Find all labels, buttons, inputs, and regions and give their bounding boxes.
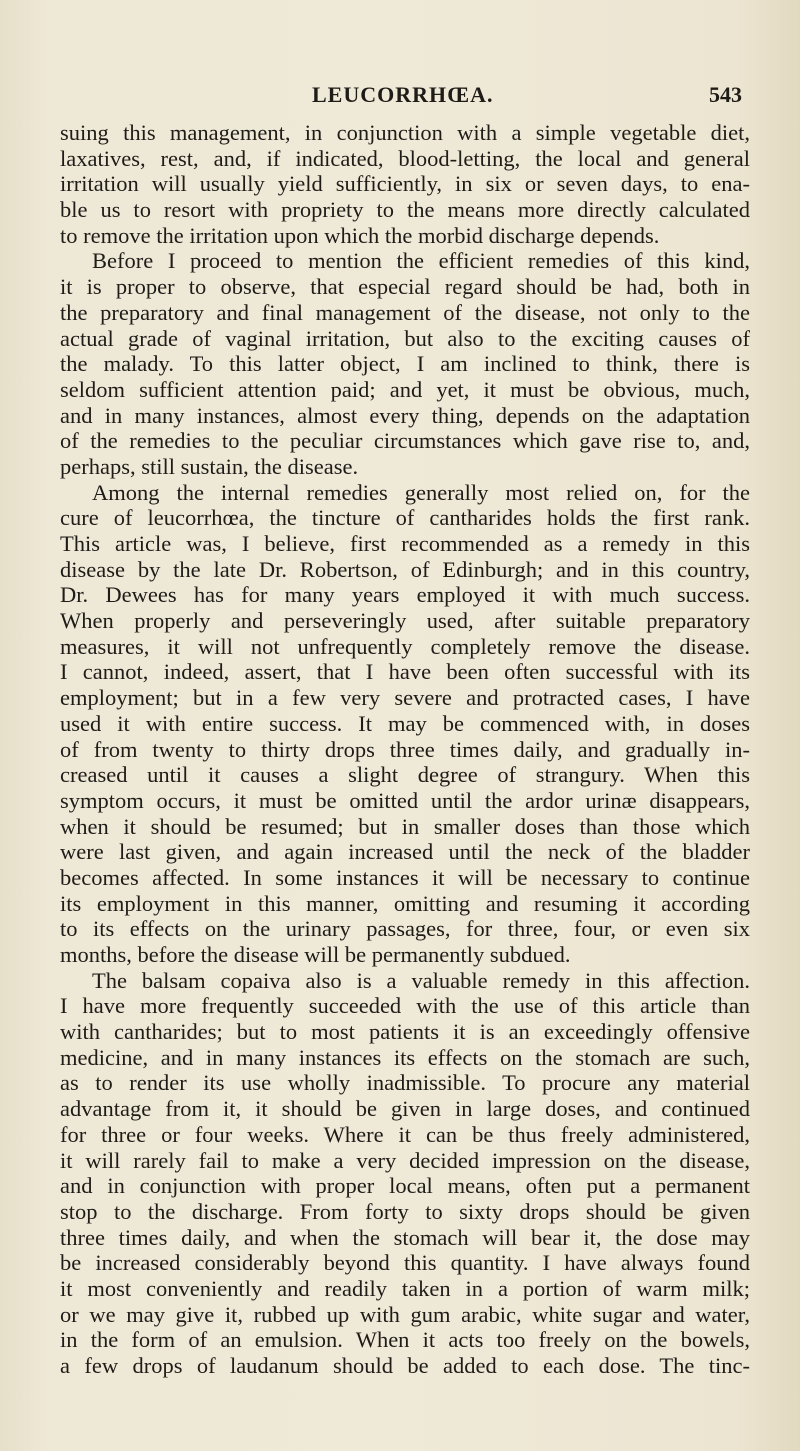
text-line: I cannot, indeed, assert, that I have been often successful with its [60, 659, 750, 685]
text-line: in the form of an emulsion. When it acts too freely on the bowels, [60, 1327, 750, 1353]
text-line: disease by the late Dr. Robertson, of Edinburgh; and in this country, [60, 556, 750, 582]
text-line: creased until it causes a slight degree of strangury. When this [60, 762, 750, 788]
text-line: actual grade of vaginal irritation, but also to the exciting causes of [60, 325, 750, 351]
text-line: be increased considerably beyond this quantity. I have always found [60, 1250, 750, 1276]
text-line: of the remedies to the peculiar circumstances which gave rise to, and, [60, 428, 750, 454]
text-line: symptom occurs, it must be omitted until the ardor urinæ disappears, [60, 787, 750, 813]
text-line: as to render its use wholly inadmissible. To procure any material [60, 1070, 750, 1096]
text-line: months, before the disease will be permanently subdued. [60, 942, 571, 967]
text-line: it is proper to observe, that especial regard should be had, both in [60, 274, 750, 300]
text-line: for three or four weeks. Where it can be thus freely administered, [60, 1121, 750, 1147]
text-line: Before I proceed to mention the efficient remedies of this kind, [92, 248, 750, 274]
text-line: used it with entire success. It may be commenced with, in doses [60, 710, 750, 736]
text-line: irritation will usually yield sufficiently, in six or seven days, to ena- [60, 171, 750, 197]
text-line: becomes affected. In some instances it will be necessary to continue [60, 864, 750, 890]
text-line: three times daily, and when the stomach will bear it, the dose may [60, 1224, 750, 1250]
text-line: measures, it will not unfrequently completely remove the disease. [60, 633, 750, 659]
body-text [60, 120, 750, 1379]
text-line: were last given, and again increased until the neck of the bladder [60, 839, 750, 865]
text-line: to remove the irritation upon which the morbid discharge depends. [60, 222, 660, 248]
text-line: I have more frequently succeeded with the use of this article than [60, 993, 750, 1019]
page-header [60, 82, 750, 116]
text-line: cure of leucorrhœa, the tincture of cantharides holds the first rank. [60, 505, 750, 531]
text-line: stop to the discharge. From forty to sixty drops should be given [60, 1198, 750, 1224]
text-line: employment; but in a few very severe and protracted cases, I have [60, 685, 750, 711]
running-head: LEUCORRHŒA. [312, 82, 494, 107]
text-line: Dr. Dewees has for many years employed it with much success. [60, 582, 750, 608]
text-line: suing this management, in conjunction with a simple vegetable diet, [60, 120, 750, 145]
text-line: its employment in this manner, omitting and resuming it according [60, 890, 750, 916]
text-line: This article was, I believe, first recommended as a remedy in this [60, 531, 750, 556]
text-line: seldom sufficient attention paid; and yet, it must be obvious, much, [60, 376, 750, 402]
text-line: and in many instances, almost every thing, depends on the adaptation [60, 402, 750, 428]
text-line: with cantharides; but to most patients it is an exceedingly offensive [60, 1019, 750, 1045]
text-line: medicine, and in many instances its effects on the stomach are such, [60, 1044, 750, 1070]
text-line: and in conjunction with proper local means, often put a permanent [60, 1173, 750, 1199]
text-line: When properly and perseveringly used, after suitable preparatory [60, 608, 750, 634]
text-line: of from twenty to thirty drops three times daily, and gradually in- [60, 736, 750, 762]
text-line: ble us to resort with propriety to the means more directly calculated [60, 197, 750, 223]
text-line: it most conveniently and readily taken in a portion of warm milk; [60, 1275, 750, 1301]
text-line: when it should be resumed; but in smaller doses than those which [60, 813, 750, 839]
text-line: advantage from it, it should be given in large doses, and continued [60, 1096, 750, 1122]
text-line: laxatives, rest, and, if indicated, blood-letting, the local and general [60, 145, 750, 171]
text-line: Among the internal remedies generally most relied on, for the [92, 479, 750, 505]
text-line: the malady. To this latter object, I am inclined to think, there is [60, 351, 750, 377]
text-line: it will rarely fail to make a very decided impression on the disease, [60, 1147, 750, 1173]
text-line: or we may give it, rubbed up with gum arabic, white sugar and water, [60, 1301, 750, 1327]
text-line: the preparatory and final management of the disease, not only to the [60, 299, 750, 325]
text-line: a few drops of laudanum should be added to each dose. The tinc- [60, 1353, 750, 1378]
page-number: 543 [709, 82, 742, 107]
text-line: The balsam copaiva also is a valuable remedy in this affection. [92, 967, 750, 993]
text-line: to its effects on the urinary passages, for three, four, or even six [60, 916, 750, 942]
text-line: perhaps, still sustain, the disease. [60, 453, 359, 479]
